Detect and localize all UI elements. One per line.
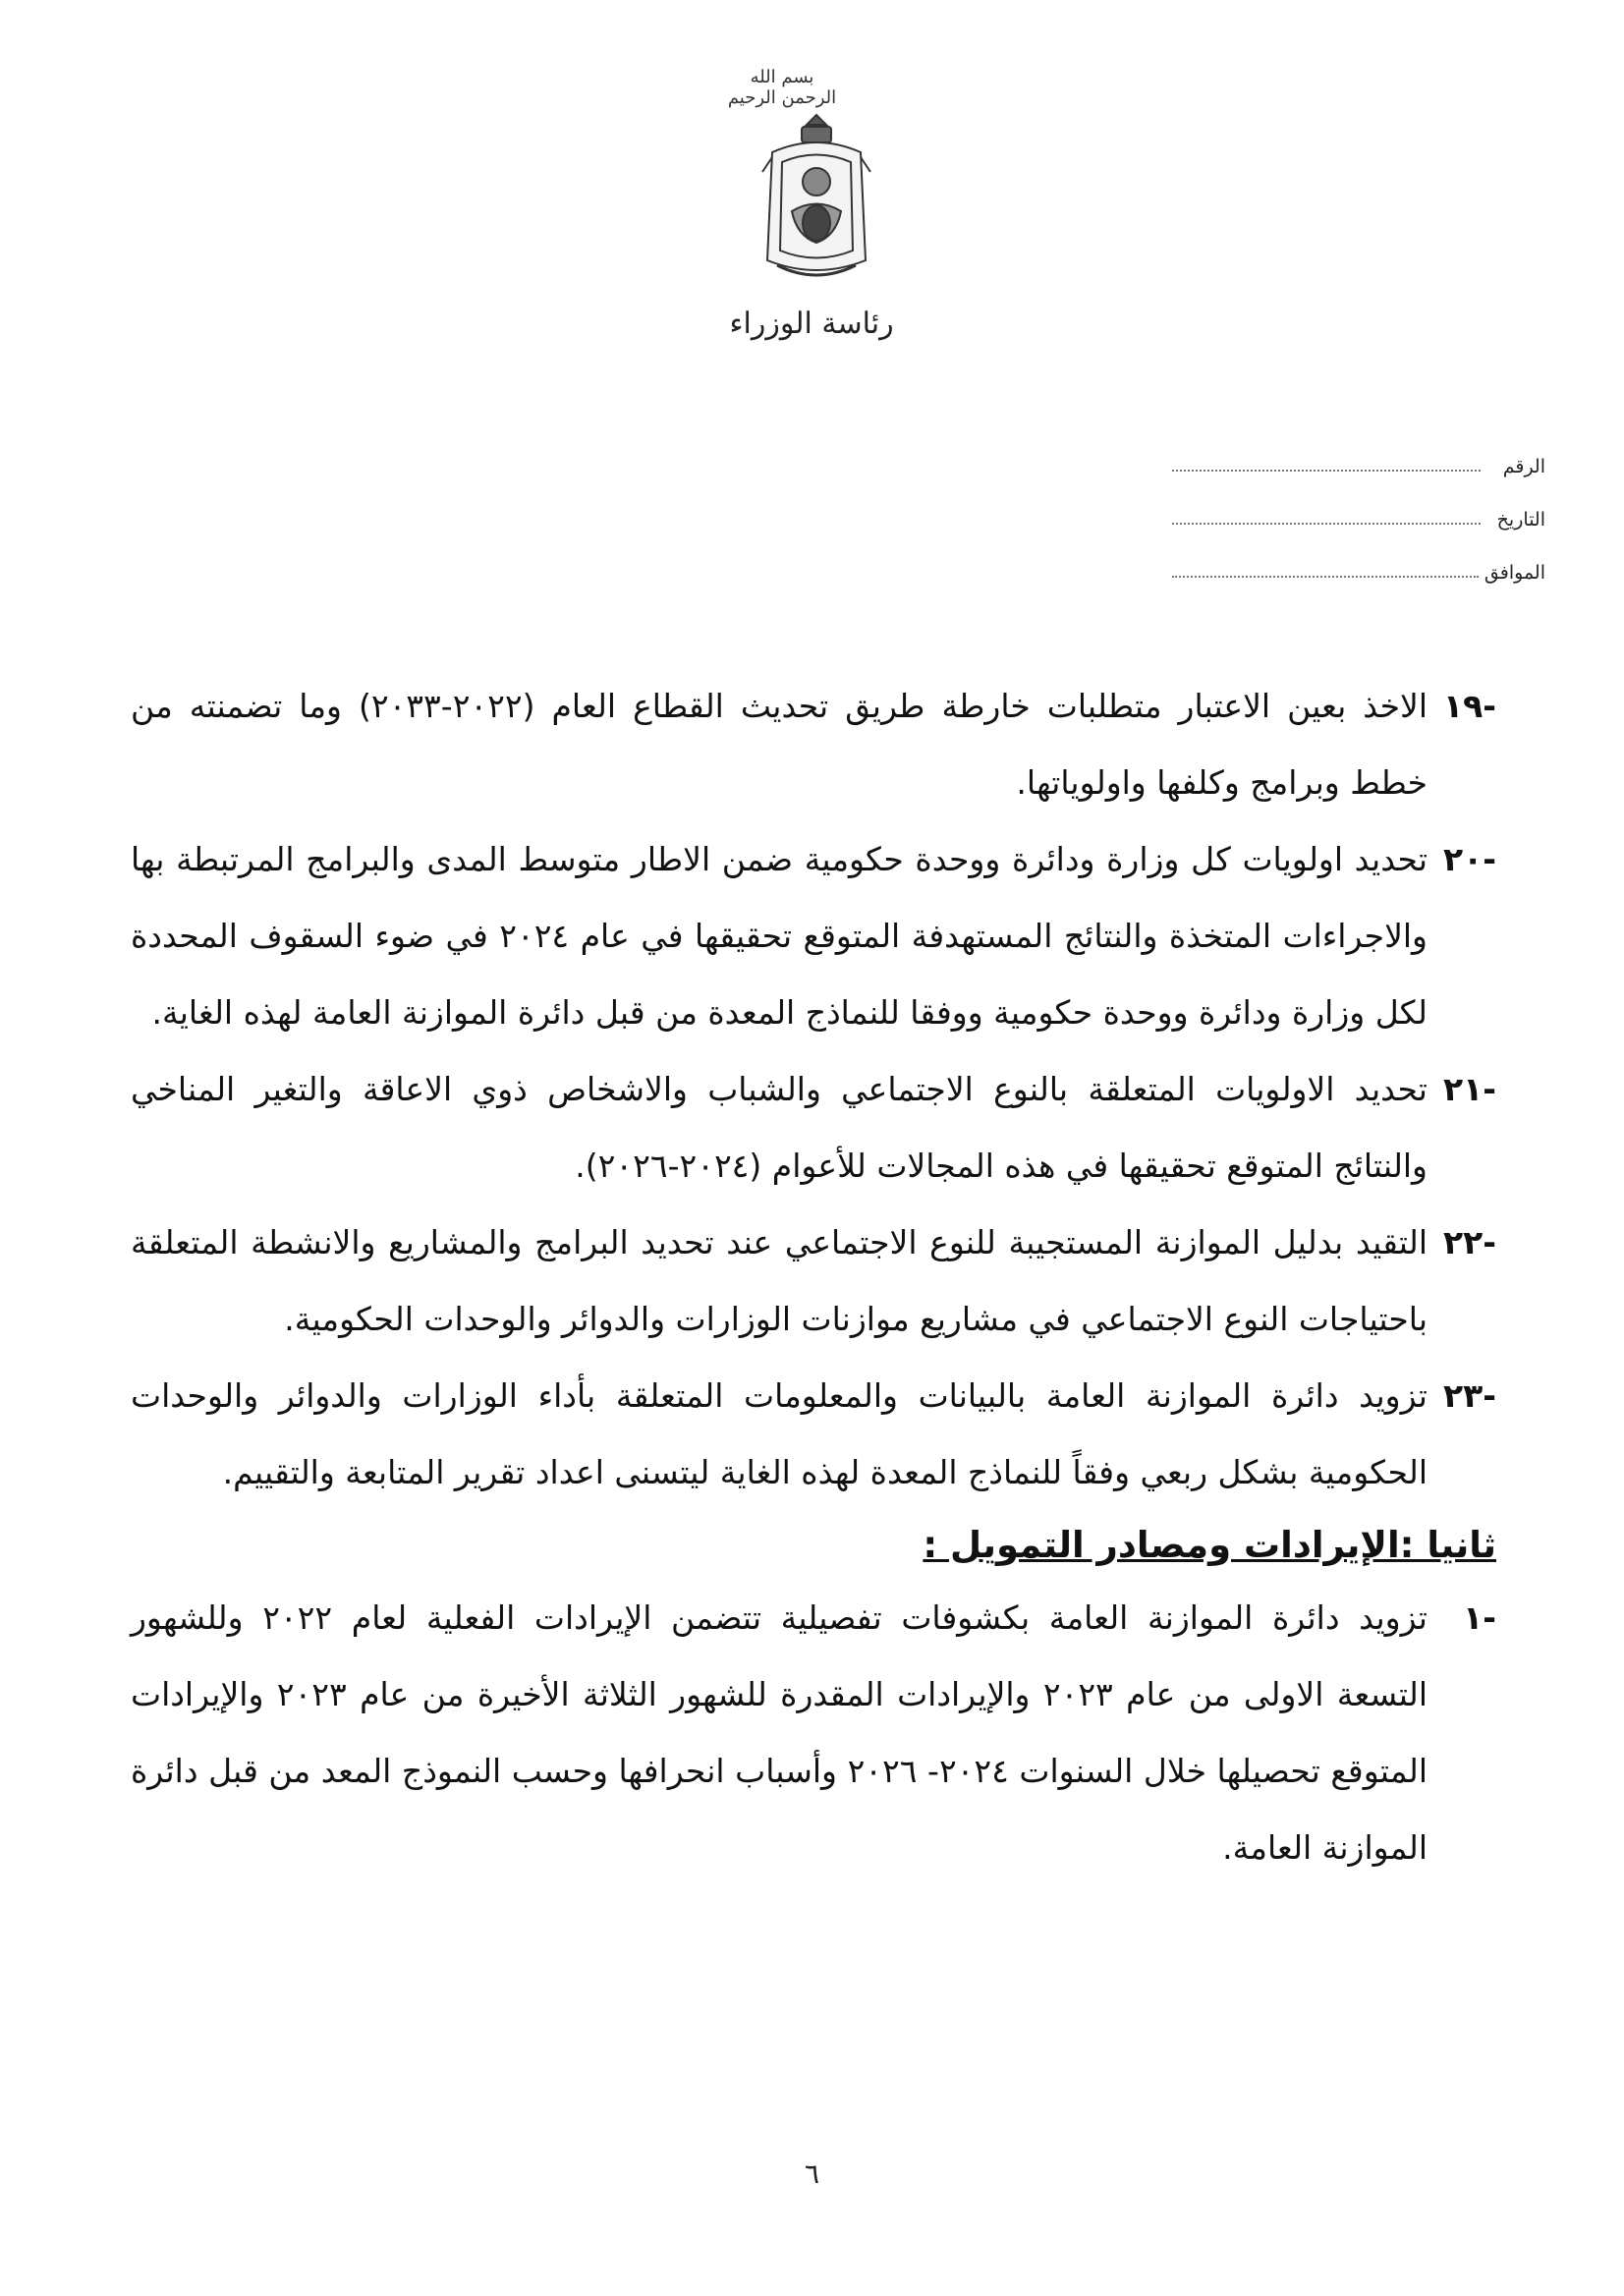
- section-heading: ثانيا :الإيرادات ومصادر التمويل :: [923, 1524, 1496, 1566]
- ministry-name: رئاسة الوزراء: [729, 307, 894, 341]
- basmala: بسم الله الرحمن الرحيم: [727, 67, 837, 108]
- item-text: تحديد الاولويات المتعلقة بالنوع الاجتماعي والشباب والاشخاص ذوي الاعاقة والتغير المناخي والنتائج المتوقع تحقيقها في هذه المجالات للأعوام (٢٠٢٤-٢٠٢٦).: [131, 1070, 1428, 1185]
- list-item: [131, 1204, 1496, 1358]
- letterhead: [0, 59, 1624, 373]
- reference-corresponding-label: الموافق: [1484, 562, 1545, 584]
- item-number: -٢٣: [1443, 1376, 1496, 1415]
- item-text: التقيد بدليل الموازنة المستجيبة للنوع الاجتماعي عند تحديد البرامج والمشاريع والانشطة المتعلقة باحتياجات النوع الاجتماعي في مشاريع موازنات الوزارات والدوائر والوحدات الحكومية.: [131, 1223, 1428, 1338]
- dotted-line: [1172, 522, 1481, 525]
- item-number: -١: [1463, 1598, 1496, 1637]
- reference-block: [1172, 424, 1545, 584]
- item-text: الاخذ بعين الاعتبار متطلبات خارطة طريق تحديث القطاع العام (٢٠٢٢-٢٠٣٣) وما تضمنته من خطط وبرامج وكلفها واولوياتها.: [131, 687, 1428, 802]
- dotted-line: [1172, 575, 1479, 578]
- item-text: تحديد اولويات كل وزارة ودائرة ووحدة حكومية ضمن الاطار متوسط المدى والبرامج المرتبطة بها والاجراءات المتخذة والنتائج المستهدفة المتوقع تحقيقها في عام ٢٠٢٤ في ضوء السقوف المحددة لكل وزارة ودائرة ووحدة حكومية ووفقا للنماذج المعدة من قبل دائرة الموازنة العامة لهذه الغاية.: [131, 840, 1428, 1032]
- list-item: [131, 1358, 1496, 1511]
- document-body: [131, 668, 1496, 1886]
- item-text: تزويد دائرة الموازنة العامة بكشوفات تفصيلية تتضمن الإيرادات الفعلية لعام ٢٠٢٢ وللشهور التسعة الاولى من عام ٢٠٢٣ والإيرادات المقدرة للشهور الثلاثة الأخيرة من عام ٢٠٢٣ والإيرادات المتوقع تحصيلها خلال السنوات ٢٠٢٤- ٢٠٢٦ وأسباب انحرافها وحسب النموذج المعد من قبل دائرة الموازنة العامة.: [131, 1598, 1428, 1867]
- coat-of-arms-emblem: [753, 113, 880, 290]
- reference-corresponding-row: [1172, 531, 1545, 584]
- list-item: [131, 1051, 1496, 1204]
- reference-date-label: التاريخ: [1496, 509, 1545, 531]
- reference-date-row: [1172, 477, 1545, 531]
- page-number: ٦: [804, 2157, 820, 2190]
- item-number: -٢٠: [1443, 840, 1496, 878]
- list-item: [131, 821, 1496, 1051]
- item-number: -٢١: [1443, 1070, 1496, 1108]
- item-text: تزويد دائرة الموازنة العامة بالبيانات والمعلومات المتعلقة بأداء الوزارات والدوائر والوحدات الحكومية بشكل ربعي وفقاً للنماذج المعدة لهذه الغاية ليتسنى اعداد تقرير المتابعة والتقييم.: [131, 1376, 1428, 1491]
- item-number: -٢٢: [1443, 1223, 1496, 1261]
- list-item: [131, 668, 1496, 821]
- reference-number-row: [1172, 424, 1545, 477]
- dotted-line: [1172, 469, 1481, 472]
- reference-number-label: الرقم: [1502, 456, 1545, 477]
- item-number: -١٩: [1443, 687, 1496, 725]
- list-item: [131, 1580, 1496, 1886]
